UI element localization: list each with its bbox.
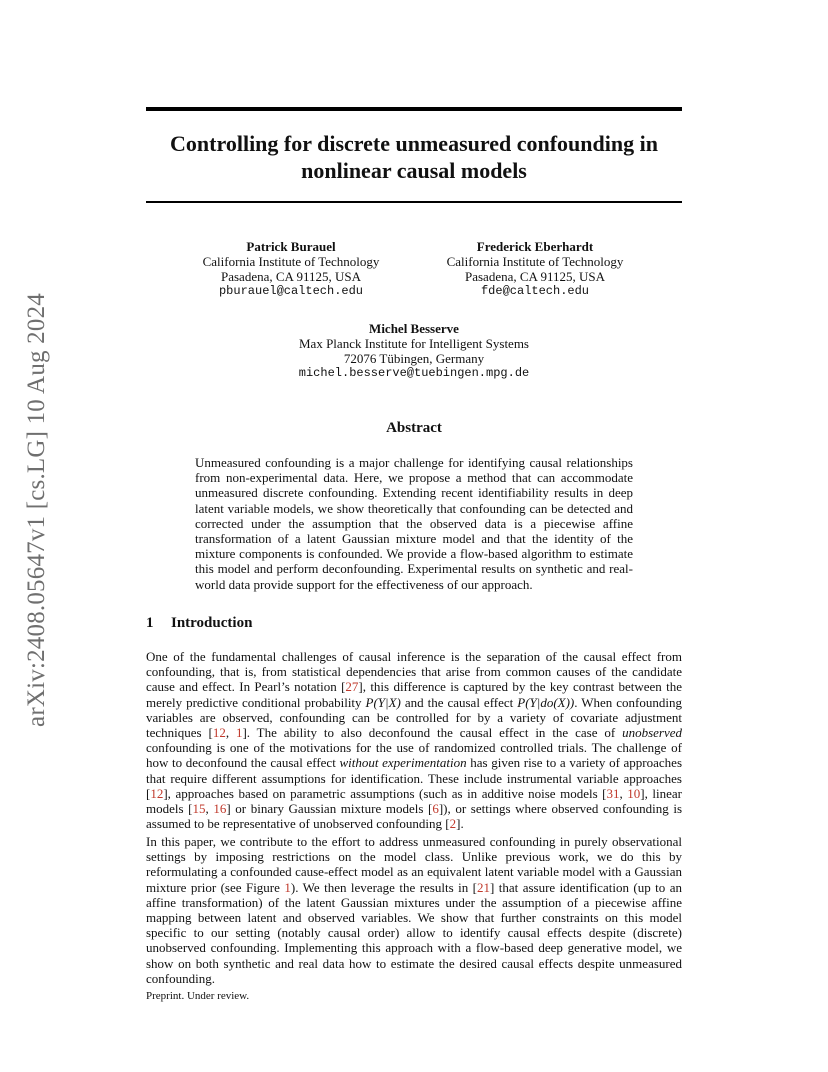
citation-link[interactable]: 12 — [212, 725, 226, 741]
arxiv-identifier-text: arXiv:2408.05647v1 [cs.LG] 10 Aug 2024 — [23, 293, 50, 727]
text: . When confounding variables are observed, confounding can be controlled for by a variety of covariate adjustment techniques [ — [146, 694, 682, 741]
text: ). We then leverage the results in [ — [290, 879, 477, 895]
author-block-1 — [186, 239, 396, 299]
author-address: Pasadena, CA 91125, USA — [221, 269, 361, 284]
title-rule-bottom — [146, 201, 682, 203]
text: , — [225, 725, 236, 741]
section-heading — [146, 615, 252, 632]
text: ]. The ability to also deconfound the causal effect in the case of — [242, 725, 623, 741]
paper-title — [146, 130, 682, 184]
citation-link[interactable]: 2 — [449, 816, 457, 832]
text: has given rise to a variety of approaches that require different assumptions for identification. These include instrumental variable approaches [ — [146, 755, 683, 801]
citation-link[interactable]: 6 — [432, 801, 439, 817]
title-line-1: Controlling for discrete unmeasured confounding in — [170, 131, 658, 156]
citation-link[interactable]: 12 — [150, 785, 164, 801]
text: One of the fundamental challenges of causal inference is the separation of the causal effect from confounding, that is, from statistical dependencies that arise from common causes of the candidate cause and effect. In Pearl’s notation [ — [146, 649, 682, 695]
figure-link[interactable]: 1 — [284, 879, 291, 895]
math-expression: P(Y|do(X)) — [517, 694, 575, 710]
text: ], approaches based on parametric assumptions (such as in additive noise models [ — [163, 785, 607, 801]
emphasis: unobserved — [622, 725, 682, 741]
footer-note: Preprint. Under review. — [146, 990, 250, 1002]
text: In this paper, we contribute to the effort to address unmeasured confounding in purely observational settings by imposing restrictions on the model class. Unlike previous work, we do this by reformulating a confounded cause-effect model as an equivalent latent variable model with a Gaussian mixture prior (see Figure — [146, 834, 682, 895]
text: , — [619, 785, 628, 801]
author-email: michel.besserve@tuebingen.mpg.de — [298, 366, 530, 380]
text: and the causal effect — [400, 694, 518, 710]
section-title: Introduction — [171, 615, 253, 631]
arxiv-identifier — [20, 280, 54, 740]
author-name: Michel Besserve — [369, 321, 459, 336]
citation-link[interactable]: 21 — [476, 879, 490, 895]
author-block-3 — [264, 321, 564, 381]
citation-link[interactable]: 16 — [213, 801, 227, 817]
text: ] that assure identification (up to an affine transformation) of the latent Gaussian mixtures under the assumption of a piecewise affine mapping between latent and observed variables. We show that further constraints on this model specific to our setting (notably causal order) allow to identify causal effects despite (discrete) unobserved confounding. Implementing this approach with a flow-based deep generative model, we show on both synthetic and real data how to estimate the desired causal effects despite unmeasured confounding. — [146, 879, 682, 986]
intro-paragraph-1 — [146, 649, 682, 831]
text: ]. — [456, 816, 464, 832]
text: , — [205, 801, 214, 817]
abstract-heading: Abstract — [386, 420, 442, 436]
text: ]), or settings where observed confounding is assumed to be representative of unobserved confounding [ — [146, 801, 683, 832]
author-block-2 — [430, 239, 640, 299]
text: ] or binary Gaussian mixture models [ — [226, 801, 433, 817]
author-affiliation: California Institute of Technology — [446, 254, 624, 269]
text: ], this difference is captured by the key contrast between the merely predictive conditional probability — [146, 679, 682, 710]
author-affiliation: Max Planck Institute for Intelligent Systems — [299, 336, 529, 351]
citation-link[interactable]: 1 — [235, 725, 243, 741]
author-name: Patrick Burauel — [246, 239, 336, 254]
citation-link[interactable]: 15 — [192, 801, 206, 817]
text: confounding is one of the motivations for the use of randomized controlled trials. The challenge of how to deconfound the causal effect — [146, 740, 682, 771]
intro-paragraph-2 — [146, 834, 682, 986]
title-rule-top — [146, 107, 682, 111]
author-email: pburauel@caltech.edu — [218, 284, 364, 298]
author-address: Pasadena, CA 91125, USA — [465, 269, 605, 284]
author-address: 72076 Tübingen, Germany — [343, 351, 485, 366]
citation-link[interactable]: 10 — [627, 785, 641, 801]
math-expression: P(Y|X) — [365, 694, 401, 710]
citation-link[interactable]: 31 — [606, 785, 620, 801]
citation-link[interactable]: 27 — [345, 679, 359, 695]
author-affiliation: California Institute of Technology — [202, 254, 380, 269]
title-line-2: nonlinear causal models — [301, 158, 527, 183]
author-name: Frederick Eberhardt — [476, 239, 594, 254]
text: ], linear models [ — [146, 785, 682, 817]
abstract-text: Unmeasured confounding is a major challenge for identifying causal relationships from non-experimental data. Here, we propose a method that can accommodate unmeasured discrete confounding. Extending recent identifiability results in deep latent variable models, we show theoretically that confounding can be detected and corrected under the assumption that the observed data is a piecewise affine transformation of a latent Gaussian mixture model and that the identity of the mixture components is confounded. We provide a flow-based algorithm to estimate this model and perform deconfounding. Experimental results on synthetic and real-world data provide support for the effectiveness of our approach. — [195, 455, 633, 592]
section-number: 1 — [146, 615, 154, 631]
author-email: fde@caltech.edu — [480, 284, 590, 298]
emphasis: without experimentation — [339, 755, 467, 771]
